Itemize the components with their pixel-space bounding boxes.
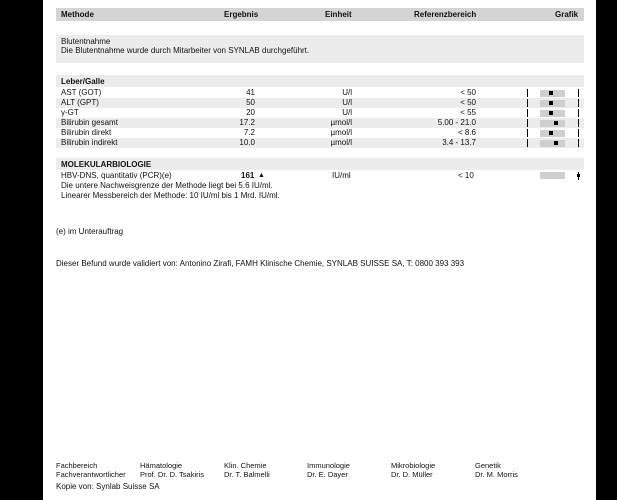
footer-person: Dr. E. Dayer [307, 470, 348, 479]
high-flag-icon: ▲ [258, 172, 265, 179]
lab-result: 20 [246, 108, 255, 117]
graph-high-marker [578, 139, 579, 147]
graph-high-marker [578, 129, 579, 137]
footer-area: Mikrobiologie [391, 461, 436, 470]
report-page [43, 0, 596, 500]
lab-unit: µmol/l [330, 138, 352, 147]
lab-result: 10.0 [239, 138, 255, 147]
lab-result: 41 [246, 88, 255, 97]
lab-name: Bilirubin indirekt [61, 138, 118, 147]
lab-ref: 3.4 - 13.7 [442, 138, 476, 147]
lab-ref: < 50 [460, 98, 476, 107]
footer-label-fachbereich: Fachbereich [56, 461, 98, 470]
graph-value-dot [554, 141, 558, 145]
graph-high-marker [578, 99, 579, 107]
lab-name: γ-GT [61, 108, 79, 117]
blutentnahme-text: Die Blutentnahme wurde durch Mitarbeiter von SYNLAB durchgeführt. [61, 46, 310, 55]
header-einheit: Einheit [325, 10, 352, 19]
graph-low-marker [527, 129, 528, 137]
footer-person: Dr. T. Balmelli [224, 470, 270, 479]
table-header [56, 8, 584, 21]
lab-ref: < 50 [460, 88, 476, 97]
table-row [56, 88, 584, 98]
footer-person: Dr. D. Müller [391, 470, 433, 479]
lab-unit: U/l [342, 108, 352, 117]
lab-name: AST (GOT) [61, 88, 102, 97]
lab-ref: < 8.6 [457, 128, 476, 137]
footer-person: Dr. M. Morris [475, 470, 518, 479]
lab-name: Bilirubin gesamt [61, 118, 118, 127]
hbv-graph-bar [540, 172, 565, 179]
table-row [56, 138, 584, 148]
hbv-graph-dot [577, 174, 580, 177]
graph-low-marker [527, 99, 528, 107]
lab-result: 17.2 [239, 118, 255, 127]
lab-unit: µmol/l [330, 128, 352, 137]
graph-value-dot [549, 111, 553, 115]
header-grafik: Grafik [555, 10, 579, 19]
graph-low-marker [527, 119, 528, 127]
graph-high-marker [578, 89, 579, 97]
lab-result: 50 [246, 98, 255, 107]
lab-unit: U/l [342, 88, 352, 97]
leber-section-band [56, 75, 584, 87]
table-row [56, 98, 584, 108]
graph-value-dot [549, 131, 553, 135]
header-ergebnis: Ergebnis [224, 10, 259, 19]
graph-value-dot [549, 101, 553, 105]
molekular-section-title: MOLEKULARBIOLOGIE [61, 160, 152, 169]
footer-kopie: Kopie von: Synlab Suisse SA [56, 482, 160, 491]
hbv-name: HBV-DNS, quantitativ (PCR)(e) [61, 171, 172, 180]
hbv-note-1: Die untere Nachweisgrenze der Methode liegt bei 5.6 IU/ml. [61, 181, 273, 190]
graph-low-marker [527, 89, 528, 97]
hbv-ref: < 10 [458, 171, 474, 180]
graph-low-marker [527, 109, 528, 117]
header-referenz: Referenzbereich [414, 10, 477, 19]
lab-name: Bilirubin direkt [61, 128, 112, 137]
blutentnahme-title: Blutentnahme [61, 37, 111, 46]
graph-high-marker [578, 109, 579, 117]
lab-ref: < 55 [460, 108, 476, 117]
graph-range-bar [540, 120, 565, 127]
footer-label-fachverantwortlicher: Fachverantwortlicher [56, 470, 126, 479]
lab-unit: µmol/l [330, 118, 352, 127]
footer-area: Klin. Chemie [224, 461, 267, 470]
footer-area: Hämatologie [140, 461, 183, 470]
header-methode: Methode [61, 10, 94, 19]
lab-name: ALT (GPT) [61, 98, 99, 107]
lab-result: 7.2 [243, 128, 255, 137]
footer-area: Genetik [475, 461, 501, 470]
table-row [56, 118, 584, 128]
hbv-note-2: Linearer Messbereich der Methode: 10 IU/ml bis 1 Mrd. IU/ml. [61, 191, 280, 200]
lab-ref: 5.00 - 21.0 [437, 118, 476, 127]
table-row [56, 128, 584, 138]
lab-unit: U/l [342, 98, 352, 107]
graph-value-dot [554, 121, 558, 125]
hbv-result: 161 [241, 171, 255, 180]
graph-range-bar [540, 140, 565, 147]
validation-text: Dieser Befund wurde validiert von: Antonino Zirafi, FAMH Klinische Chemie, SYNLAB SUISSE SA, T: 0800 393 393 [56, 259, 465, 268]
table-row [56, 108, 584, 118]
graph-low-marker [527, 139, 528, 147]
footer-area: Immunologie [307, 461, 350, 470]
graph-value-dot [549, 91, 553, 95]
graph-high-marker [578, 119, 579, 127]
footer-person: Prof. Dr. D. Tsakiris [140, 470, 205, 479]
leber-section-title: Leber/Galle [61, 77, 105, 86]
hbv-unit: IU/ml [332, 171, 351, 180]
unterauftrag-note: (e) im Unterauftrag [56, 227, 124, 236]
